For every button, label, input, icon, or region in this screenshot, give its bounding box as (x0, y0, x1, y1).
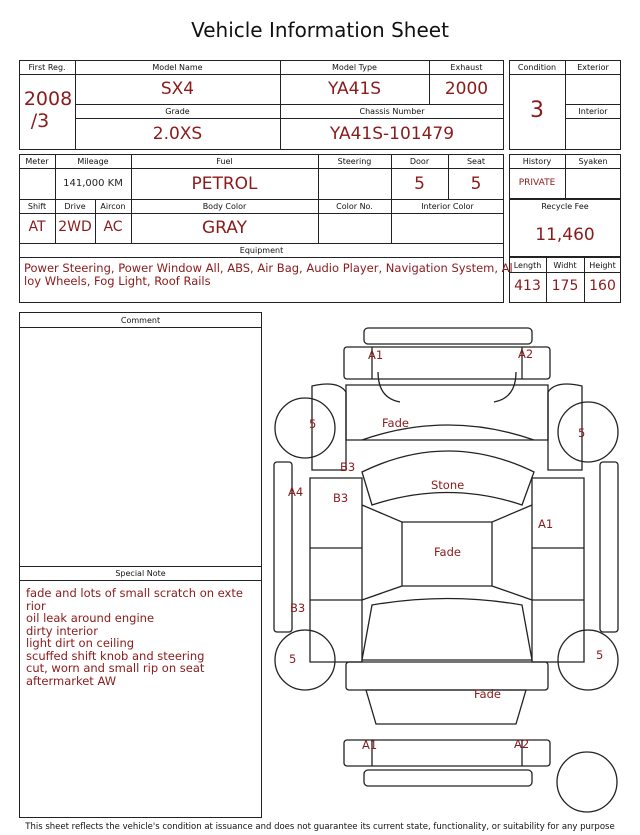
model-name-value: SX4 (160, 79, 195, 99)
history-label: History (522, 157, 552, 166)
divider (509, 168, 621, 169)
comment-label: Comment (120, 316, 161, 325)
model-type-label: Model Type (332, 63, 377, 72)
chassis-number-label: Chassis Number (359, 107, 425, 116)
mark-a2-front-right: A2 (518, 347, 534, 361)
fuel-value: PETROL (191, 174, 258, 194)
first-reg-label: First Reg. (28, 63, 66, 72)
height-label: Height (589, 261, 616, 270)
door-label: Door (409, 157, 430, 166)
divider (509, 74, 621, 75)
exterior-label: Exterior (577, 63, 609, 72)
sheet-title: Vehicle Information Sheet (191, 18, 449, 42)
seat-value: 5 (470, 174, 482, 194)
special-note-line: cut, worn and small rip on seat (26, 661, 205, 675)
mark-tire-front-right: 5 (578, 426, 586, 440)
length-value: 413 (514, 278, 541, 294)
special-note-line: scuffed shift knob and steering (26, 648, 205, 663)
syaken-label: Syaken (578, 157, 608, 166)
special-note-line: dirty interior (26, 623, 98, 638)
shift-value: AT (28, 219, 46, 235)
divider (19, 243, 504, 244)
grade-label: Grade (165, 107, 190, 116)
divider (19, 199, 504, 200)
drive-label: Drive (64, 202, 86, 211)
divider (19, 580, 262, 581)
meter-label: Meter (25, 157, 49, 166)
recycle-fee-label: Recycle Fee (541, 202, 589, 211)
divider (75, 104, 504, 105)
mark-b3-left-c: B3 (290, 601, 306, 615)
car-damage-diagram (266, 320, 636, 820)
recycle-fee-value: 11,460 (535, 225, 595, 245)
equipment-line-1: Power Steering, Power Window All, ABS, Air Bag, Audio Player, Navigation System, Al (24, 261, 513, 275)
special-notes-list (26, 587, 243, 687)
exhaust-label: Exhaust (450, 63, 483, 72)
steering-label: Steering (337, 157, 372, 166)
interior-label: Interior (578, 107, 608, 116)
divider (391, 154, 392, 243)
mark-a2-rear-right: A2 (514, 737, 530, 751)
mark-b3-left-a: B3 (340, 460, 356, 474)
divider (19, 257, 504, 258)
interior-color-label: Interior Color (421, 202, 474, 211)
divider (565, 104, 621, 105)
mark-tire-rear-right: 5 (596, 648, 604, 662)
body-color-label: Body Color (202, 202, 247, 211)
mark-tire-rear-left: 5 (289, 652, 297, 666)
special-note-line: aftermarket AW (26, 673, 117, 688)
divider (75, 118, 504, 119)
mark-a4-left: A4 (288, 485, 304, 499)
body-color-value: GRAY (202, 218, 247, 238)
equipment-line-2: loy Wheels, Fog Light, Roof Rails (24, 274, 211, 288)
mark-a1-rear-left: A1 (362, 738, 378, 752)
disclaimer-footer: This sheet reflects the vehicle's condition at issuance and does not guarantee its current state, functionality, or suitability for any purpose (25, 822, 615, 832)
width-label: Widht (553, 261, 577, 270)
grade-value: 2.0XS (152, 124, 203, 144)
drive-value: 2WD (58, 219, 92, 235)
chassis-number-value: YA41S-101479 (329, 124, 455, 144)
mark-a1-right: A1 (538, 517, 554, 531)
special-note-line: oil leak around engine (26, 611, 155, 625)
aircon-label: Aircon (100, 202, 126, 211)
width-value: 175 (551, 278, 579, 294)
special-note-line: rior (26, 598, 46, 613)
divider (318, 154, 319, 243)
length-label: Length (513, 261, 542, 270)
mileage-value: 141,000 KM (63, 178, 123, 189)
divider (19, 327, 262, 328)
divider (19, 566, 262, 567)
first-reg-year: 2008 (23, 88, 73, 110)
aircon-value: AC (103, 219, 123, 235)
door-value: 5 (414, 174, 425, 194)
divider (19, 168, 504, 169)
model-type-value: YA41S (327, 79, 382, 99)
equipment-label: Equipment (239, 246, 284, 255)
divider (19, 74, 504, 75)
fuel-label: Fuel (216, 157, 233, 166)
mark-b3-left-b: B3 (333, 491, 349, 505)
exhaust-value: 2000 (444, 79, 489, 99)
mark-tire-front-left: 5 (309, 417, 317, 431)
special-note-line: fade and lots of small scratch on exte (26, 586, 243, 600)
mark-fade-roof: Fade (434, 545, 461, 559)
divider (19, 213, 504, 214)
seat-label: Seat (466, 157, 486, 166)
mark-fade-hood: Fade (382, 416, 409, 430)
comment-panel (19, 312, 262, 818)
color-no-label: Color No. (336, 202, 373, 211)
condition-label: Condition (517, 63, 557, 72)
divider (565, 118, 621, 119)
shift-label: Shift (27, 202, 47, 211)
divider (509, 272, 621, 273)
condition-value: 3 (530, 98, 544, 123)
model-name-label: Model Name (152, 63, 203, 72)
mark-stone-windshield: Stone (431, 478, 465, 492)
first-reg-month: /3 (30, 110, 50, 132)
height-value: 160 (589, 278, 616, 294)
mark-fade-rear: Fade (474, 687, 501, 701)
special-note-label: Special Note (115, 569, 166, 578)
special-note-line: light dirt on ceiling (26, 636, 135, 650)
mileage-label: Mileage (77, 157, 109, 166)
history-value: PRIVATE (518, 178, 556, 188)
mark-a1-front-left: A1 (368, 348, 384, 362)
